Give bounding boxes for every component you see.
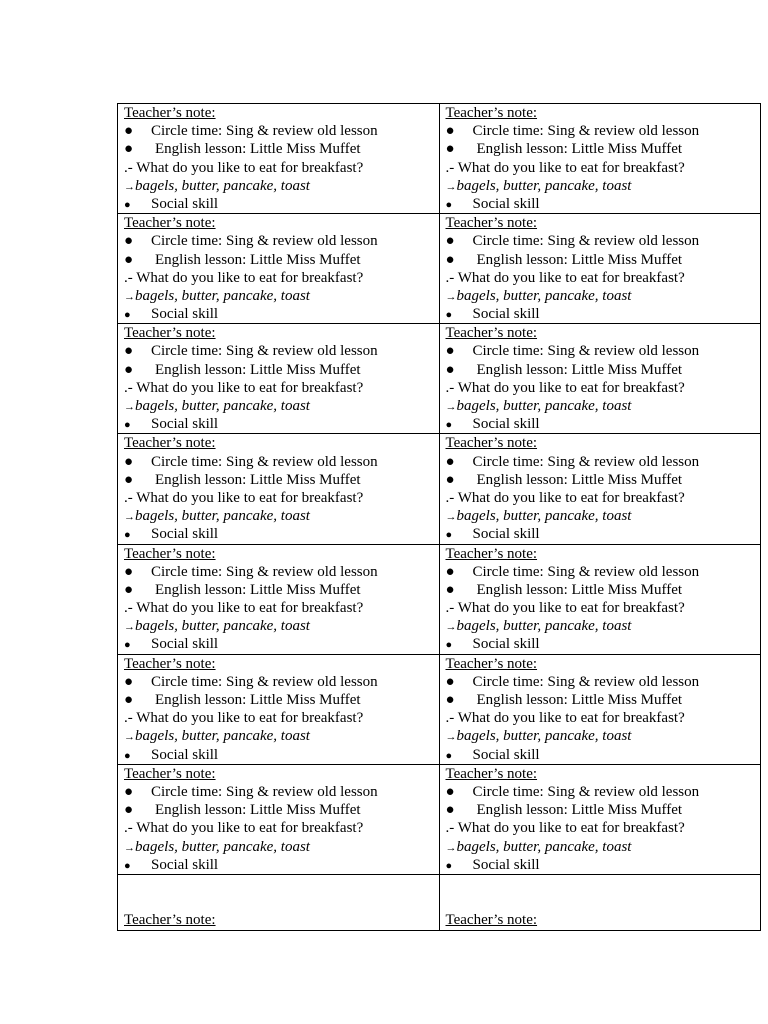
arrow-icon: → <box>124 511 135 524</box>
bullet-icon: ● <box>445 563 455 580</box>
note-title: Teacher’s note: <box>445 105 538 121</box>
bullet-icon: ● <box>445 859 453 872</box>
note-cell <box>439 544 761 654</box>
english-lesson-item <box>446 140 755 158</box>
circle-time-text: Circle time: Sing & review old lesson <box>472 673 700 690</box>
bullet-icon: ● <box>124 233 134 250</box>
notes-row <box>118 764 761 874</box>
question-text: What do you like to eat for breakfast? <box>136 600 364 617</box>
answer-text: bagels, butter, pancake, toast <box>135 177 310 194</box>
answer-text: bagels, butter, pancake, toast <box>135 618 310 635</box>
answer-line <box>124 507 433 525</box>
question-text: What do you like to eat for breakfast? <box>457 820 685 837</box>
bullet-icon: ● <box>445 251 455 268</box>
bullet-icon: ● <box>445 749 453 762</box>
bullet-icon: ● <box>124 343 134 360</box>
note-title: Teacher’s note: <box>124 545 216 562</box>
note-cell <box>118 654 440 764</box>
note-title: Teacher’s note: <box>124 215 216 232</box>
social-skill-item <box>446 305 755 323</box>
english-lesson-text: English lesson: Little Miss Muffet <box>476 692 683 708</box>
question-line <box>124 709 433 727</box>
arrow-icon: → <box>445 180 457 193</box>
answer-line <box>124 617 433 635</box>
question-prefix: .- <box>445 379 455 396</box>
social-skill-item <box>446 415 755 433</box>
answer-line <box>124 177 433 195</box>
note-cell <box>118 104 440 214</box>
answer-text: bagels, butter, pancake, toast <box>135 728 310 745</box>
question-line <box>124 269 433 287</box>
answer-line <box>446 397 755 415</box>
english-lesson-item <box>446 801 755 819</box>
bullet-icon: ● <box>445 529 453 542</box>
bullet-icon: ● <box>445 123 455 140</box>
question-prefix: .- <box>124 269 133 286</box>
circle-time-text: Circle time: Sing & review old lesson <box>472 233 700 250</box>
note-cell <box>439 764 761 874</box>
bullet-icon: ● <box>124 141 134 158</box>
note-cell <box>439 654 761 764</box>
social-skill-text: Social skill <box>472 526 540 543</box>
social-skill-item <box>124 195 433 213</box>
english-lesson-item <box>124 140 433 158</box>
social-skill-item <box>446 525 755 543</box>
note-title: Teacher’s note: <box>445 545 538 562</box>
social-skill-text: Social skill <box>151 526 219 543</box>
question-text: What do you like to eat for breakfast? <box>457 600 685 617</box>
english-lesson-item <box>124 581 433 599</box>
note-title: Teacher’s note: <box>124 105 216 121</box>
arrow-icon: → <box>445 621 457 634</box>
bullet-icon: ● <box>124 783 134 800</box>
question-line <box>446 379 755 397</box>
bullet-icon: ● <box>124 639 131 652</box>
question-text: What do you like to eat for breakfast? <box>457 710 685 727</box>
english-lesson-item <box>124 251 433 269</box>
circle-time-item <box>124 453 433 471</box>
english-lesson-item <box>124 471 433 489</box>
arrow-icon: → <box>445 731 457 744</box>
arrow-icon: → <box>445 511 457 524</box>
bullet-icon: ● <box>124 859 131 872</box>
social-skill-item <box>446 195 755 213</box>
question-line <box>124 489 433 507</box>
note-title: Teacher’s note: <box>124 911 216 928</box>
arrow-icon: → <box>445 290 457 303</box>
question-text: What do you like to eat for breakfast? <box>136 379 364 396</box>
answer-line <box>446 507 755 525</box>
social-skill-text: Social skill <box>151 636 219 653</box>
question-prefix: .- <box>445 159 455 176</box>
note-cell <box>118 544 440 654</box>
answer-line <box>446 617 755 635</box>
social-skill-item <box>446 856 755 874</box>
note-title: Teacher’s note: <box>124 325 216 342</box>
english-lesson-item <box>124 361 433 379</box>
circle-time-item <box>124 783 433 801</box>
bullet-icon: ● <box>445 783 455 800</box>
note-cell <box>439 434 761 544</box>
arrow-icon: → <box>124 401 135 413</box>
question-text: What do you like to eat for breakfast? <box>457 269 685 286</box>
english-lesson-text: English lesson: Little Miss Muffet <box>476 802 683 819</box>
note-cell-empty <box>118 874 440 930</box>
note-title: Teacher’s note: <box>124 765 216 782</box>
question-prefix: .- <box>124 710 133 727</box>
question-prefix: .- <box>124 489 133 506</box>
notes-row <box>118 324 761 434</box>
answer-text: bagels, butter, pancake, toast <box>456 177 632 194</box>
circle-time-text: Circle time: Sing & review old lesson <box>151 673 378 690</box>
bullet-icon: ● <box>124 419 131 432</box>
english-lesson-text: English lesson: Little Miss Muffet <box>476 581 683 598</box>
english-lesson-text: English lesson: Little Miss Muffet <box>155 802 361 819</box>
note-title: Teacher’s note: <box>445 765 538 782</box>
question-prefix: .- <box>124 159 133 176</box>
bullet-icon: ● <box>124 471 134 488</box>
english-lesson-text: English lesson: Little Miss Muffet <box>155 471 361 488</box>
answer-text: bagels, butter, pancake, toast <box>456 508 632 525</box>
note-title: Teacher’s note: <box>124 655 216 672</box>
social-skill-item <box>446 746 755 764</box>
bullet-icon: ● <box>124 123 134 140</box>
question-line <box>446 819 755 837</box>
bullet-icon: ● <box>445 141 455 158</box>
answer-text: bagels, butter, pancake, toast <box>456 728 632 745</box>
question-prefix: .- <box>124 600 133 617</box>
social-skill-text: Social skill <box>472 306 540 323</box>
circle-time-item <box>446 232 755 250</box>
question-text: What do you like to eat for breakfast? <box>457 379 685 396</box>
answer-line <box>124 727 433 745</box>
bullet-icon: ● <box>445 309 453 322</box>
question-line <box>124 599 433 617</box>
social-skill-text: Social skill <box>151 306 219 323</box>
answer-text: bagels, butter, pancake, toast <box>456 287 632 304</box>
question-line <box>124 819 433 837</box>
social-skill-item <box>124 746 433 764</box>
bullet-icon: ● <box>445 343 455 360</box>
bullet-icon: ● <box>124 581 134 598</box>
arrow-icon: → <box>124 621 135 634</box>
arrow-icon: → <box>124 731 135 744</box>
english-lesson-item <box>446 251 755 269</box>
note-title: Teacher’s note: <box>445 325 538 342</box>
answer-text: bagels, butter, pancake, toast <box>456 398 632 414</box>
question-text: What do you like to eat for breakfast? <box>136 159 364 176</box>
question-prefix: .- <box>445 269 455 286</box>
bullet-icon: ● <box>124 749 131 762</box>
english-lesson-item <box>124 691 433 709</box>
english-lesson-item <box>446 361 755 379</box>
social-skill-item <box>124 635 433 653</box>
circle-time-text: Circle time: Sing & review old lesson <box>151 233 378 250</box>
question-prefix: .- <box>445 710 455 727</box>
circle-time-item <box>446 122 755 140</box>
circle-time-item <box>124 122 433 140</box>
social-skill-text: Social skill <box>151 195 219 212</box>
english-lesson-item <box>446 471 755 489</box>
answer-line <box>124 397 433 415</box>
bullet-icon: ● <box>124 309 131 322</box>
question-text: What do you like to eat for breakfast? <box>136 489 364 506</box>
note-cell <box>439 104 761 214</box>
notes-row <box>118 104 761 214</box>
circle-time-item <box>124 232 433 250</box>
answer-text: bagels, butter, pancake, toast <box>456 838 632 855</box>
social-skill-item <box>124 856 433 874</box>
answer-line <box>446 727 755 745</box>
circle-time-text: Circle time: Sing & review old lesson <box>151 563 378 580</box>
english-lesson-text: English lesson: Little Miss Muffet <box>476 141 683 158</box>
question-line <box>446 709 755 727</box>
circle-time-text: Circle time: Sing & review old lesson <box>151 343 378 360</box>
social-skill-text: Social skill <box>151 416 219 433</box>
notes-table <box>117 103 761 931</box>
social-skill-item <box>124 415 433 433</box>
social-skill-item <box>124 525 433 543</box>
social-skill-item <box>446 635 755 653</box>
circle-time-text: Circle time: Sing & review old lesson <box>472 783 700 800</box>
question-text: What do you like to eat for breakfast? <box>136 269 364 286</box>
answer-text: bagels, butter, pancake, toast <box>135 508 310 525</box>
circle-time-text: Circle time: Sing & review old lesson <box>472 343 700 360</box>
circle-time-text: Circle time: Sing & review old lesson <box>472 453 700 470</box>
circle-time-item <box>446 673 755 691</box>
bullet-icon: ● <box>124 361 134 378</box>
social-skill-text: Social skill <box>151 856 219 873</box>
note-title: Teacher’s note: <box>445 435 538 452</box>
circle-time-text: Circle time: Sing & review old lesson <box>151 123 378 140</box>
question-line <box>124 159 433 177</box>
social-skill-text: Social skill <box>472 195 540 212</box>
answer-text: bagels, butter, pancake, toast <box>135 838 310 855</box>
note-cell <box>118 434 440 544</box>
question-prefix: .- <box>445 600 455 617</box>
bullet-icon: ● <box>445 198 453 211</box>
question-text: What do you like to eat for breakfast? <box>457 159 685 176</box>
circle-time-item <box>446 563 755 581</box>
bullet-icon: ● <box>445 361 455 378</box>
circle-time-item <box>446 783 755 801</box>
question-prefix: .- <box>124 820 133 837</box>
circle-time-text: Circle time: Sing & review old lesson <box>472 563 700 580</box>
arrow-icon: → <box>445 841 457 854</box>
english-lesson-text: English lesson: Little Miss Muffet <box>155 361 361 378</box>
arrow-icon: → <box>124 180 135 193</box>
arrow-icon: → <box>445 401 457 413</box>
bullet-icon: ● <box>445 581 455 598</box>
notes-last-row <box>118 874 761 930</box>
circle-time-text: Circle time: Sing & review old lesson <box>151 783 378 800</box>
english-lesson-text: English lesson: Little Miss Muffet <box>155 581 361 598</box>
english-lesson-item <box>446 581 755 599</box>
bullet-icon: ● <box>445 471 455 488</box>
bullet-icon: ● <box>445 692 455 708</box>
circle-time-text: Circle time: Sing & review old lesson <box>151 453 378 470</box>
answer-line <box>446 287 755 305</box>
bullet-icon: ● <box>124 673 134 690</box>
circle-time-item <box>124 563 433 581</box>
notes-row <box>118 214 761 324</box>
bullet-icon: ● <box>124 563 134 580</box>
note-title: Teacher’s note: <box>445 215 538 232</box>
bullet-icon: ● <box>445 673 455 690</box>
english-lesson-item <box>446 691 755 709</box>
question-line <box>446 269 755 287</box>
bullet-icon: ● <box>124 802 134 819</box>
question-line <box>446 159 755 177</box>
english-lesson-text: English lesson: Little Miss Muffet <box>476 361 683 378</box>
note-cell <box>439 214 761 324</box>
answer-line <box>446 838 755 856</box>
social-skill-item <box>124 305 433 323</box>
question-prefix: .- <box>445 489 455 506</box>
english-lesson-text: English lesson: Little Miss Muffet <box>155 141 361 158</box>
question-line <box>124 379 433 397</box>
social-skill-text: Social skill <box>472 856 540 873</box>
question-prefix: .- <box>124 379 133 396</box>
question-prefix: .- <box>445 820 455 837</box>
circle-time-text: Circle time: Sing & review old lesson <box>472 123 700 140</box>
bullet-icon: ● <box>124 692 134 708</box>
arrow-icon: → <box>124 290 135 303</box>
bullet-icon: ● <box>445 639 453 652</box>
question-text: What do you like to eat for breakfast? <box>136 710 364 727</box>
question-text: What do you like to eat for breakfast? <box>136 820 364 837</box>
note-cell <box>118 324 440 434</box>
bullet-icon: ● <box>445 233 455 250</box>
english-lesson-text: English lesson: Little Miss Muffet <box>476 251 683 268</box>
answer-text: bagels, butter, pancake, toast <box>135 398 310 414</box>
bullet-icon: ● <box>445 802 455 819</box>
note-cell-empty <box>439 874 761 930</box>
answer-text: bagels, butter, pancake, toast <box>135 287 310 304</box>
answer-line <box>446 177 755 195</box>
circle-time-item <box>124 342 433 360</box>
answer-line <box>124 287 433 305</box>
bullet-icon: ● <box>445 453 455 470</box>
notes-row <box>118 434 761 544</box>
question-line <box>446 599 755 617</box>
english-lesson-item <box>124 801 433 819</box>
social-skill-text: Social skill <box>151 746 219 763</box>
note-cell <box>118 764 440 874</box>
question-text: What do you like to eat for breakfast? <box>457 489 685 506</box>
note-title: Teacher’s note: <box>445 655 538 672</box>
social-skill-text: Social skill <box>472 636 540 653</box>
note-title: Teacher’s note: <box>124 435 216 452</box>
bullet-icon: ● <box>445 419 453 432</box>
answer-text: bagels, butter, pancake, toast <box>456 618 632 635</box>
arrow-icon: → <box>124 841 135 854</box>
bullet-icon: ● <box>124 198 131 211</box>
question-line <box>446 489 755 507</box>
note-cell <box>439 324 761 434</box>
note-cell <box>118 214 440 324</box>
circle-time-item <box>446 453 755 471</box>
notes-row <box>118 544 761 654</box>
english-lesson-text: English lesson: Little Miss Muffet <box>155 692 361 708</box>
circle-time-item <box>124 673 433 691</box>
english-lesson-text: English lesson: Little Miss Muffet <box>155 251 361 268</box>
social-skill-text: Social skill <box>472 746 540 763</box>
bullet-icon: ● <box>124 529 131 542</box>
bullet-icon: ● <box>124 251 134 268</box>
notes-table-body <box>118 104 761 931</box>
note-title: Teacher’s note: <box>445 911 538 928</box>
bullet-icon: ● <box>124 453 134 470</box>
notes-row <box>118 654 761 764</box>
circle-time-item <box>446 342 755 360</box>
answer-line <box>124 838 433 856</box>
social-skill-text: Social skill <box>472 416 540 433</box>
english-lesson-text: English lesson: Little Miss Muffet <box>476 471 683 488</box>
